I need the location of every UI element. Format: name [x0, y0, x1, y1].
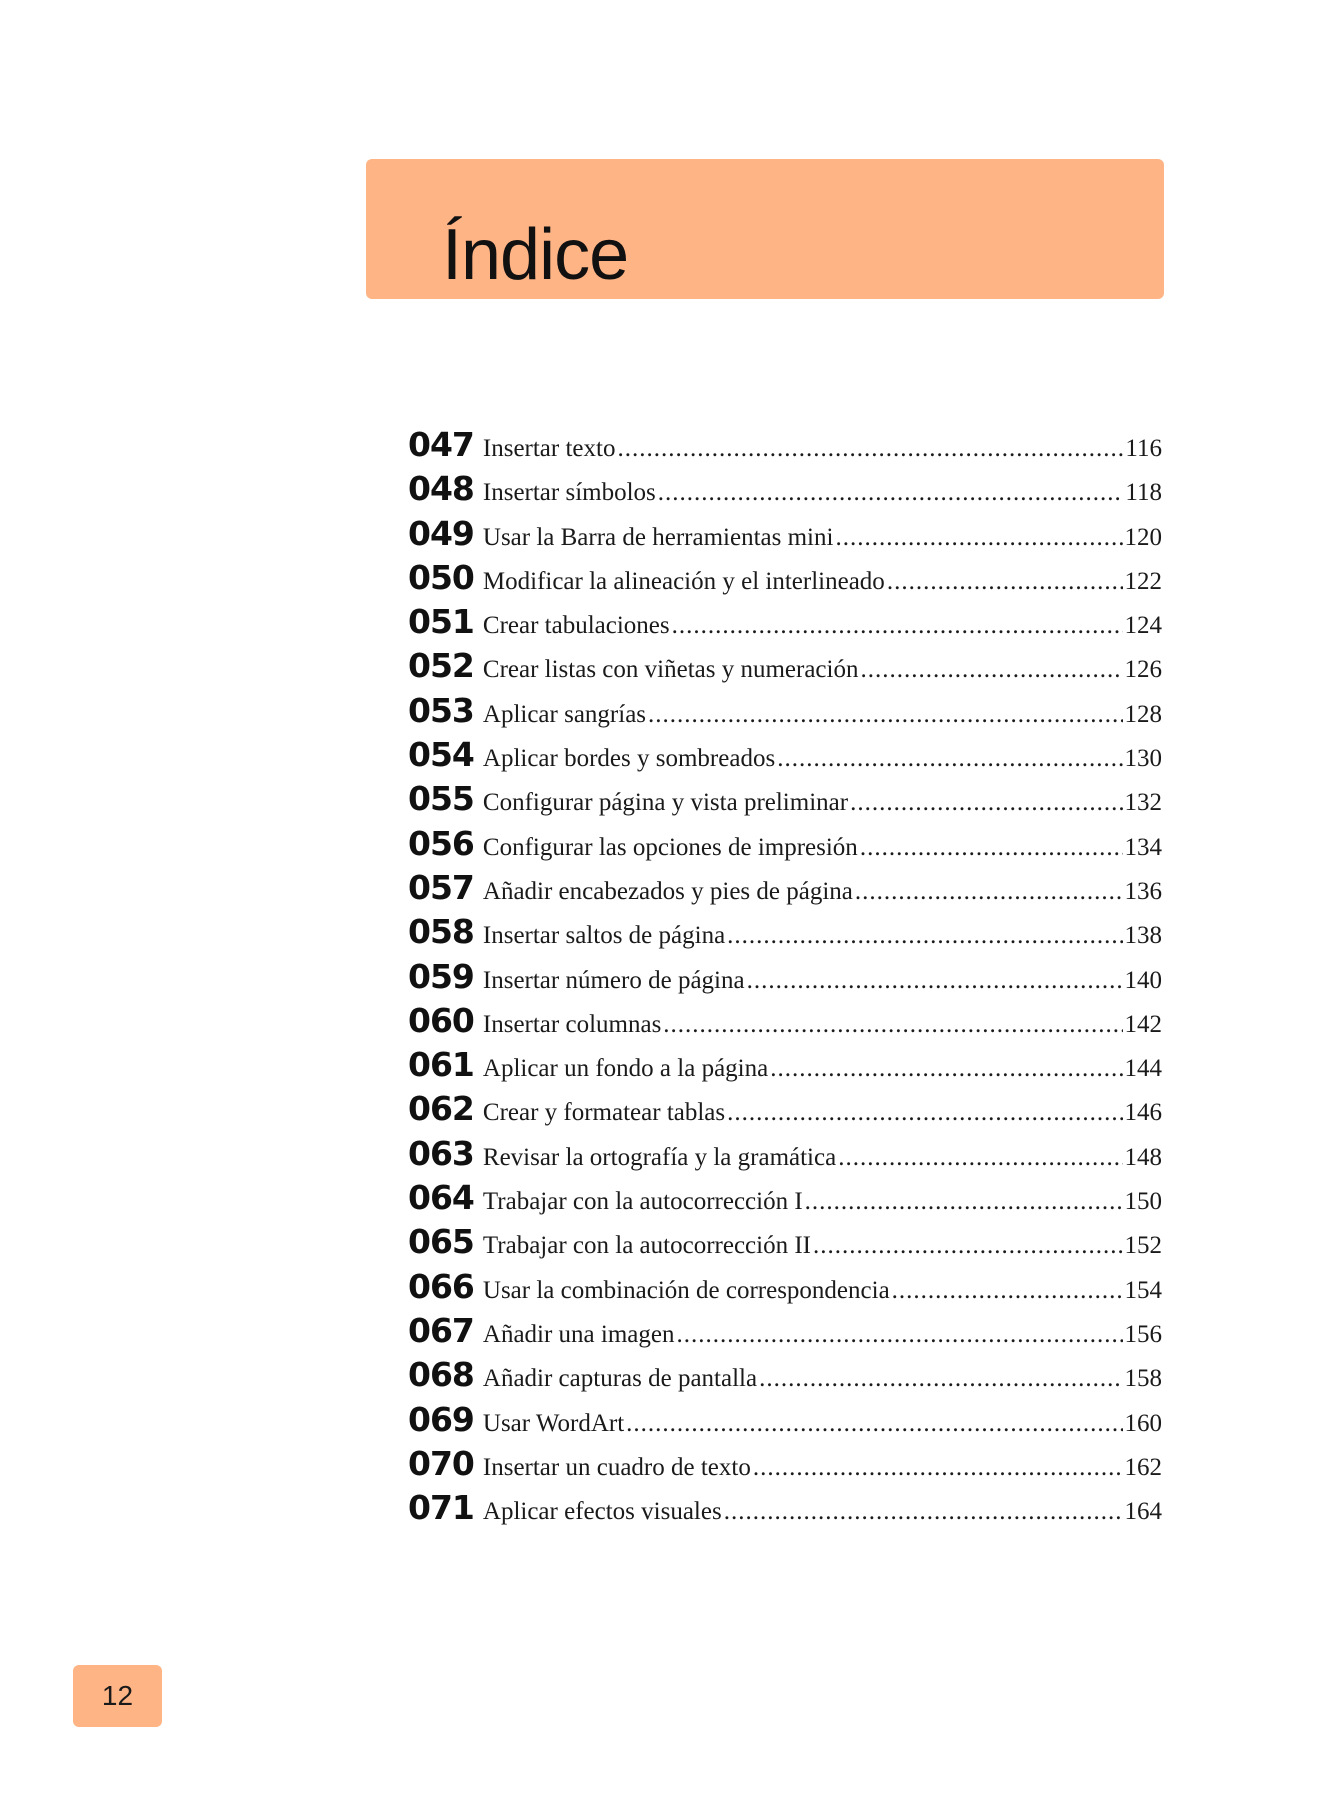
page-number-badge: 12 [73, 1665, 162, 1727]
toc-entry-title: Revisar la ortografía y la gramática [482, 1143, 837, 1171]
toc-entry-title: Usar la Barra de herramientas mini [482, 523, 834, 551]
toc-entry[interactable] [408, 1134, 1162, 1178]
toc-entry-title: Insertar saltos de página [482, 922, 726, 950]
toc-entry-title: Usar WordArt [482, 1409, 625, 1437]
toc-entry-title: Configurar página y vista preliminar [482, 789, 849, 817]
dot-leader [727, 922, 1122, 950]
toc-entry-title: Aplicar sangrías [482, 700, 647, 728]
toc-entry-page: 116 [1125, 435, 1162, 462]
toc-entry-title: Insertar un cuadro de texto [482, 1453, 751, 1481]
dot-leader [672, 612, 1123, 640]
dot-leader [850, 789, 1122, 817]
toc-entry-title: Insertar columnas [482, 1010, 662, 1038]
dot-leader [805, 1188, 1123, 1216]
toc-entry[interactable] [408, 1444, 1162, 1488]
toc-entry-title: Insertar símbolos [482, 479, 656, 507]
toc-entry[interactable] [408, 646, 1162, 690]
toc-entry-page: 164 [1124, 1498, 1162, 1526]
toc-entry-title: Aplicar efectos visuales [482, 1498, 722, 1526]
toc-entry-title: Crear tabulaciones [482, 612, 670, 640]
toc-entry-page: 120 [1124, 523, 1162, 551]
toc-entry[interactable] [408, 558, 1162, 602]
toc-entry-page: 126 [1124, 656, 1162, 684]
toc-entry-title: Usar la combinación de correspondencia [482, 1276, 890, 1304]
toc-entry-page: 142 [1124, 1010, 1162, 1038]
toc-entry-number: 064 [408, 1178, 474, 1218]
toc-entry[interactable] [408, 824, 1162, 868]
toc-entry[interactable] [408, 1267, 1162, 1311]
toc-entry[interactable] [408, 514, 1162, 558]
toc-entry-page: 130 [1124, 745, 1162, 773]
toc-entry-number: 063 [408, 1133, 474, 1173]
toc-entry-number: 047 [408, 425, 474, 464]
toc-entry[interactable] [408, 912, 1162, 956]
dot-leader [777, 745, 1122, 773]
toc-entry-number: 068 [408, 1355, 474, 1395]
dot-leader [626, 1410, 1122, 1438]
toc-entry-page: 136 [1124, 877, 1162, 905]
dot-leader [855, 878, 1123, 906]
toc-entry-number: 069 [408, 1399, 474, 1439]
toc-entry-title: Trabajar con la autocorrección I [482, 1188, 803, 1216]
toc-entry-title: Añadir encabezados y pies de página [482, 877, 853, 905]
toc-entry[interactable] [408, 868, 1162, 912]
toc-entry-number: 050 [408, 557, 474, 597]
toc-entry-title: Aplicar bordes y sombreados [482, 745, 776, 773]
toc-entry-title: Añadir una imagen [482, 1320, 675, 1348]
dot-leader [860, 656, 1122, 684]
toc-entry-number: 066 [408, 1266, 474, 1306]
chapter-header [366, 159, 1164, 299]
toc-entry-number: 049 [408, 513, 474, 553]
dot-leader [770, 1055, 1122, 1083]
dot-leader [835, 524, 1122, 552]
toc-entry-page: 132 [1124, 789, 1162, 817]
toc-entry-number: 067 [408, 1310, 474, 1350]
dot-leader [813, 1232, 1123, 1260]
toc-entry-number: 052 [408, 646, 474, 686]
toc-entry[interactable] [408, 957, 1162, 1001]
dot-leader [753, 1454, 1123, 1482]
toc-entry-title: Configurar las opciones de impresión [482, 833, 858, 861]
dot-leader [838, 1144, 1122, 1172]
toc-entry[interactable] [408, 1311, 1162, 1355]
dot-leader [759, 1365, 1122, 1393]
toc-entry-page: 156 [1124, 1320, 1162, 1348]
toc-entry-page: 152 [1124, 1232, 1162, 1260]
toc-entry-number: 059 [408, 956, 474, 996]
toc-entry-number: 057 [408, 867, 474, 907]
toc-entry-page: 160 [1124, 1409, 1162, 1437]
toc-entry[interactable] [408, 691, 1162, 735]
dot-leader [617, 435, 1123, 463]
toc-entry-title: Modificar la alineación y el interlineado [482, 567, 885, 595]
toc-entry[interactable] [408, 779, 1162, 823]
toc-entry-title: Crear y formatear tablas [482, 1099, 726, 1127]
toc-entry[interactable] [408, 1045, 1162, 1089]
toc-entry-page: 146 [1124, 1099, 1162, 1127]
toc-entry-page: 124 [1124, 612, 1162, 640]
dot-leader [724, 1498, 1123, 1526]
toc-entry-page: 158 [1124, 1365, 1162, 1393]
toc-entry-page: 140 [1124, 966, 1162, 994]
toc-entry-number: 053 [408, 690, 474, 730]
toc-entry-number: 070 [408, 1443, 474, 1483]
toc-entry-page: 144 [1124, 1055, 1162, 1083]
toc-entry[interactable] [408, 1355, 1162, 1399]
dot-leader [727, 1099, 1122, 1127]
toc-entry-page: 162 [1124, 1453, 1162, 1481]
toc-entry-title: Trabajar con la autocorrección II [482, 1232, 811, 1260]
toc-entry[interactable] [408, 1222, 1162, 1266]
toc-entry-number: 051 [408, 602, 474, 642]
dot-leader [887, 568, 1123, 596]
toc-entry-page: 154 [1124, 1276, 1162, 1304]
toc-entry[interactable] [408, 1488, 1162, 1532]
dot-leader [658, 479, 1124, 507]
toc-entry-number: 071 [408, 1488, 474, 1528]
dot-leader [648, 701, 1122, 729]
toc-entry-page: 150 [1124, 1188, 1162, 1216]
toc-entry-page: 122 [1124, 567, 1162, 595]
toc-entry[interactable] [408, 1400, 1162, 1444]
toc-entry-number: 062 [408, 1089, 474, 1129]
table-of-contents [408, 425, 1162, 1532]
page-title: Índice [442, 215, 629, 295]
toc-entry-page: 148 [1124, 1143, 1162, 1171]
toc-entry[interactable] [408, 425, 1162, 469]
dot-leader [860, 834, 1123, 862]
toc-entry-number: 060 [408, 1000, 474, 1040]
toc-entry-title: Insertar número de página [482, 966, 745, 994]
toc-entry-page: 128 [1124, 700, 1162, 728]
dot-leader [663, 1011, 1122, 1039]
dot-leader [747, 967, 1123, 995]
toc-entry-page: 134 [1124, 833, 1162, 861]
toc-entry[interactable] [408, 1001, 1162, 1045]
toc-entry-title: Añadir capturas de pantalla [482, 1365, 758, 1393]
toc-entry-number: 056 [408, 823, 474, 863]
toc-entry-page: 118 [1125, 479, 1162, 507]
toc-entry-title: Aplicar un fondo a la página [482, 1055, 769, 1083]
toc-entry-number: 065 [408, 1222, 474, 1262]
toc-entry-number: 055 [408, 779, 474, 819]
toc-entry-number: 061 [408, 1045, 474, 1085]
toc-entry[interactable] [408, 735, 1162, 779]
toc-entry-number: 054 [408, 735, 474, 775]
toc-entry[interactable] [408, 1178, 1162, 1222]
toc-entry-page: 138 [1124, 922, 1162, 950]
toc-entry[interactable] [408, 469, 1162, 513]
dot-leader [892, 1277, 1123, 1305]
toc-entry-title: Crear listas con viñetas y numeración [482, 656, 859, 684]
toc-entry[interactable] [408, 602, 1162, 646]
dot-leader [677, 1321, 1123, 1349]
toc-entry[interactable] [408, 1089, 1162, 1133]
toc-entry-number: 058 [408, 912, 474, 952]
toc-entry-number: 048 [408, 469, 474, 509]
toc-entry-title: Insertar texto [482, 435, 616, 462]
